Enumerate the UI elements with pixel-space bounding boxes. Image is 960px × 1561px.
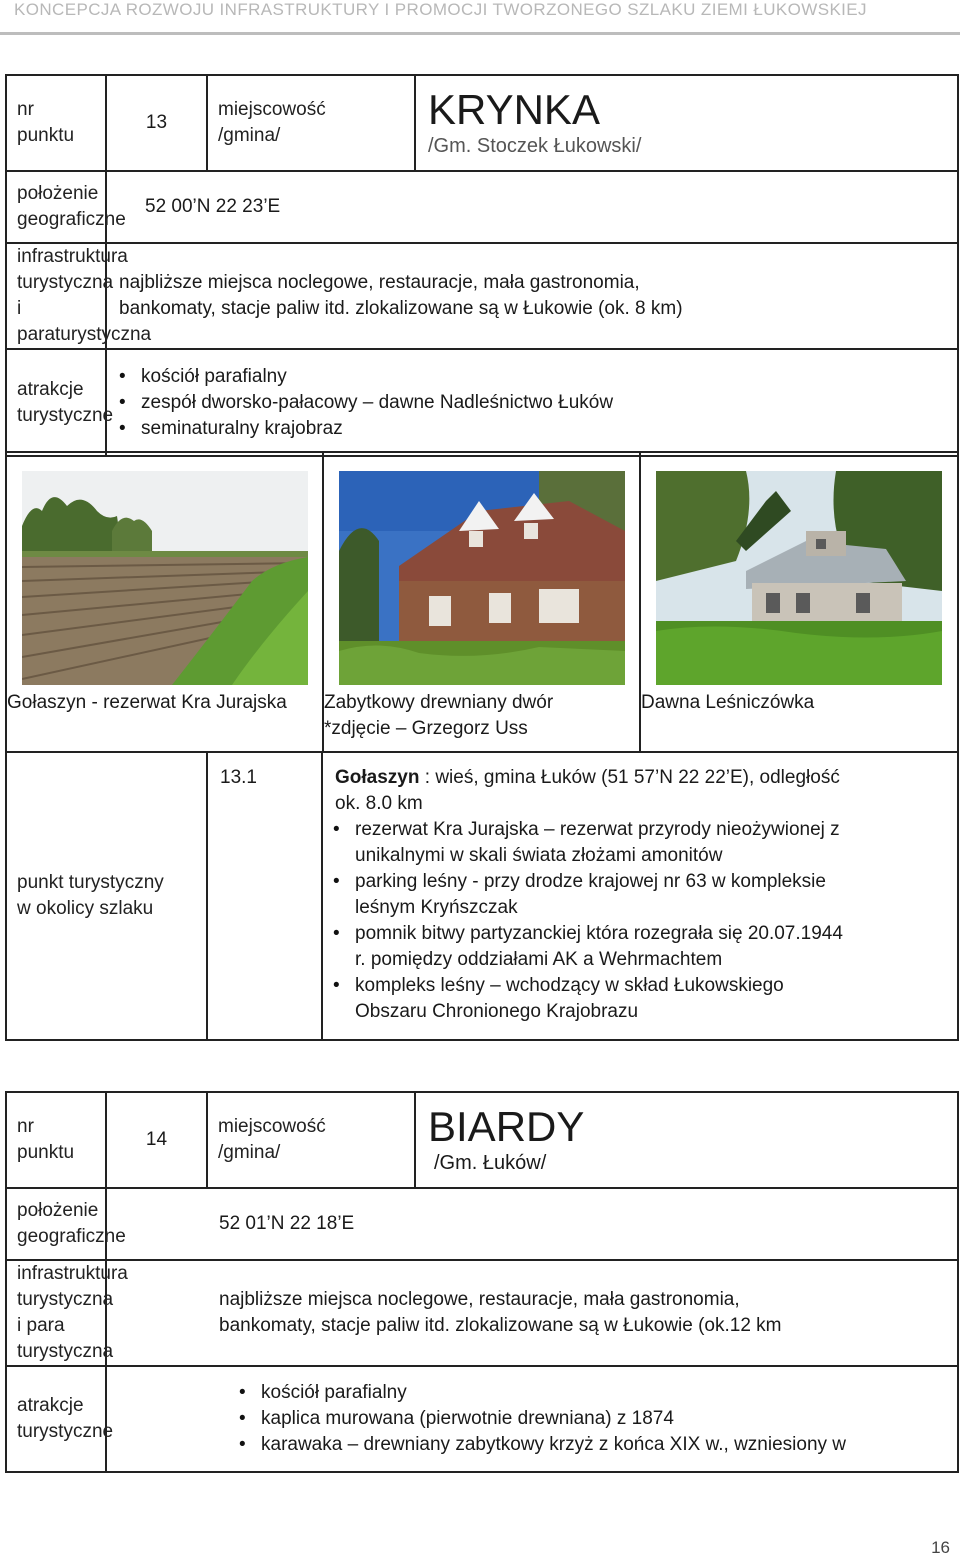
list-item: • kaplica murowana (pierwotnie drewniana) z 1874 [261, 1406, 947, 1432]
nearby-list [335, 817, 939, 1025]
manor-photo [339, 471, 625, 685]
list-item: • karawaka – drewniany zabytkowy krzyż z końca XIX w., wzniesiony w [261, 1432, 947, 1458]
attractions-list [239, 1380, 947, 1458]
nr-punktu-label: nr punktu [6, 75, 106, 171]
polozenie-label: położenie geograficzne [6, 1188, 106, 1260]
place-name-cell [415, 1092, 958, 1188]
coordinates: 52 01’N 22 18’E [106, 1188, 958, 1260]
place-gmina: /Gm. Stoczek Łukowski/ [428, 135, 642, 157]
point-number: 13 [106, 75, 207, 171]
infrastructure-label: infrastruktura turystyczna i para turystyczna [6, 1260, 106, 1366]
running-header: KONCEPCJA ROZWOJU INFRASTRUKTURY I PROMOCJI TWORZONEGO SZLAKU ZIEMI ŁUKOWSKIEJ [14, 0, 867, 19]
list-item: • kompleks leśny – wchodzący w skład Łukowskiego Obszaru Chronionego Krajobrazu [355, 973, 939, 1025]
attractions-label: atrakcje turystyczne [6, 349, 106, 456]
coordinates: 52 00’N 22 23’E [106, 171, 958, 243]
photo-cell [6, 452, 323, 690]
nearby-heading: Gołaszyn : wieś, gmina Łuków (51 57’N 22 22’E), odległość [335, 767, 840, 788]
place-name-cell [415, 75, 958, 171]
photos-table [5, 451, 959, 753]
field-photo [22, 471, 308, 685]
attractions-list-cell [106, 1366, 958, 1472]
polozenie-label: położenie geograficzne [6, 171, 106, 243]
nearby-id: 13.1 [207, 752, 322, 1040]
photo-caption: Gołaszyn - rezerwat Kra Jurajska [6, 690, 323, 752]
attractions-list-cell [106, 349, 958, 456]
list-item: • rezerwat Kra Jurajska – rezerwat przyrody nieożywionej z unikalnymi w skali świata złożami amonitów [355, 817, 939, 869]
nearby-distance: ok. 8.0 km [335, 793, 423, 814]
nearby-body [322, 752, 958, 1040]
attractions-label: atrakcje turystyczne [6, 1366, 106, 1472]
header-rule [0, 32, 960, 35]
list-item: • zespół dworsko-pałacowy – dawne Nadleśnictwo Łuków [141, 390, 947, 416]
infrastructure-text: najbliższe miejsca noclegowe, restauracje, mała gastronomia, bankomaty, stacje paliw itd. zlokalizowane są w Łukowie (ok.12 km [106, 1260, 958, 1366]
entry-14-card [5, 1091, 959, 1473]
photo-cell [640, 452, 958, 690]
nearby-label: punkt turystyczny w okolicy szlaku [6, 752, 207, 1040]
photo-cell [323, 452, 640, 690]
infrastructure-text: najbliższe miejsca noclegowe, restauracje, mała gastronomia, bankomaty, stacje paliw itd. zlokalizowane są w Łukowie (ok. 8 km) [106, 243, 958, 349]
list-item: • kościół parafialny [141, 364, 947, 390]
point-number: 14 [106, 1092, 207, 1188]
attractions-list [119, 364, 947, 442]
list-item: • seminaturalny krajobraz [141, 416, 947, 442]
page-number: 16 [931, 1538, 950, 1557]
place-name: KRYNKA [428, 86, 600, 133]
infrastructure-label: infrastruktura turystyczna i paraturystyczna [6, 243, 106, 349]
list-item: • parking leśny - przy drodze krajowej nr 63 w kompleksie leśnym Kryńszczak [355, 869, 939, 921]
miejscowosc-label: miejscowość /gmina/ [207, 75, 415, 171]
list-item: • pomnik bitwy partyzanckiej która rozegrała się 20.07.1944 r. pomiędzy oddziałami AK a Wehrmachtem [355, 921, 939, 973]
list-item: • kościół parafialny [261, 1380, 947, 1406]
forester-lodge-photo [656, 471, 942, 685]
entry-13-card [5, 74, 959, 457]
nr-punktu-label: nr punktu [6, 1092, 106, 1188]
place-name: BIARDY [428, 1103, 585, 1150]
photo-caption: Dawna Leśniczówka [640, 690, 958, 752]
place-gmina: /Gm. Łuków/ [434, 1152, 547, 1174]
miejscowosc-label: miejscowość /gmina/ [207, 1092, 415, 1188]
nearby-point-table [5, 751, 959, 1041]
photo-caption: Zabytkowy drewniany dwór *zdjęcie – Grzegorz Uss [323, 690, 640, 752]
